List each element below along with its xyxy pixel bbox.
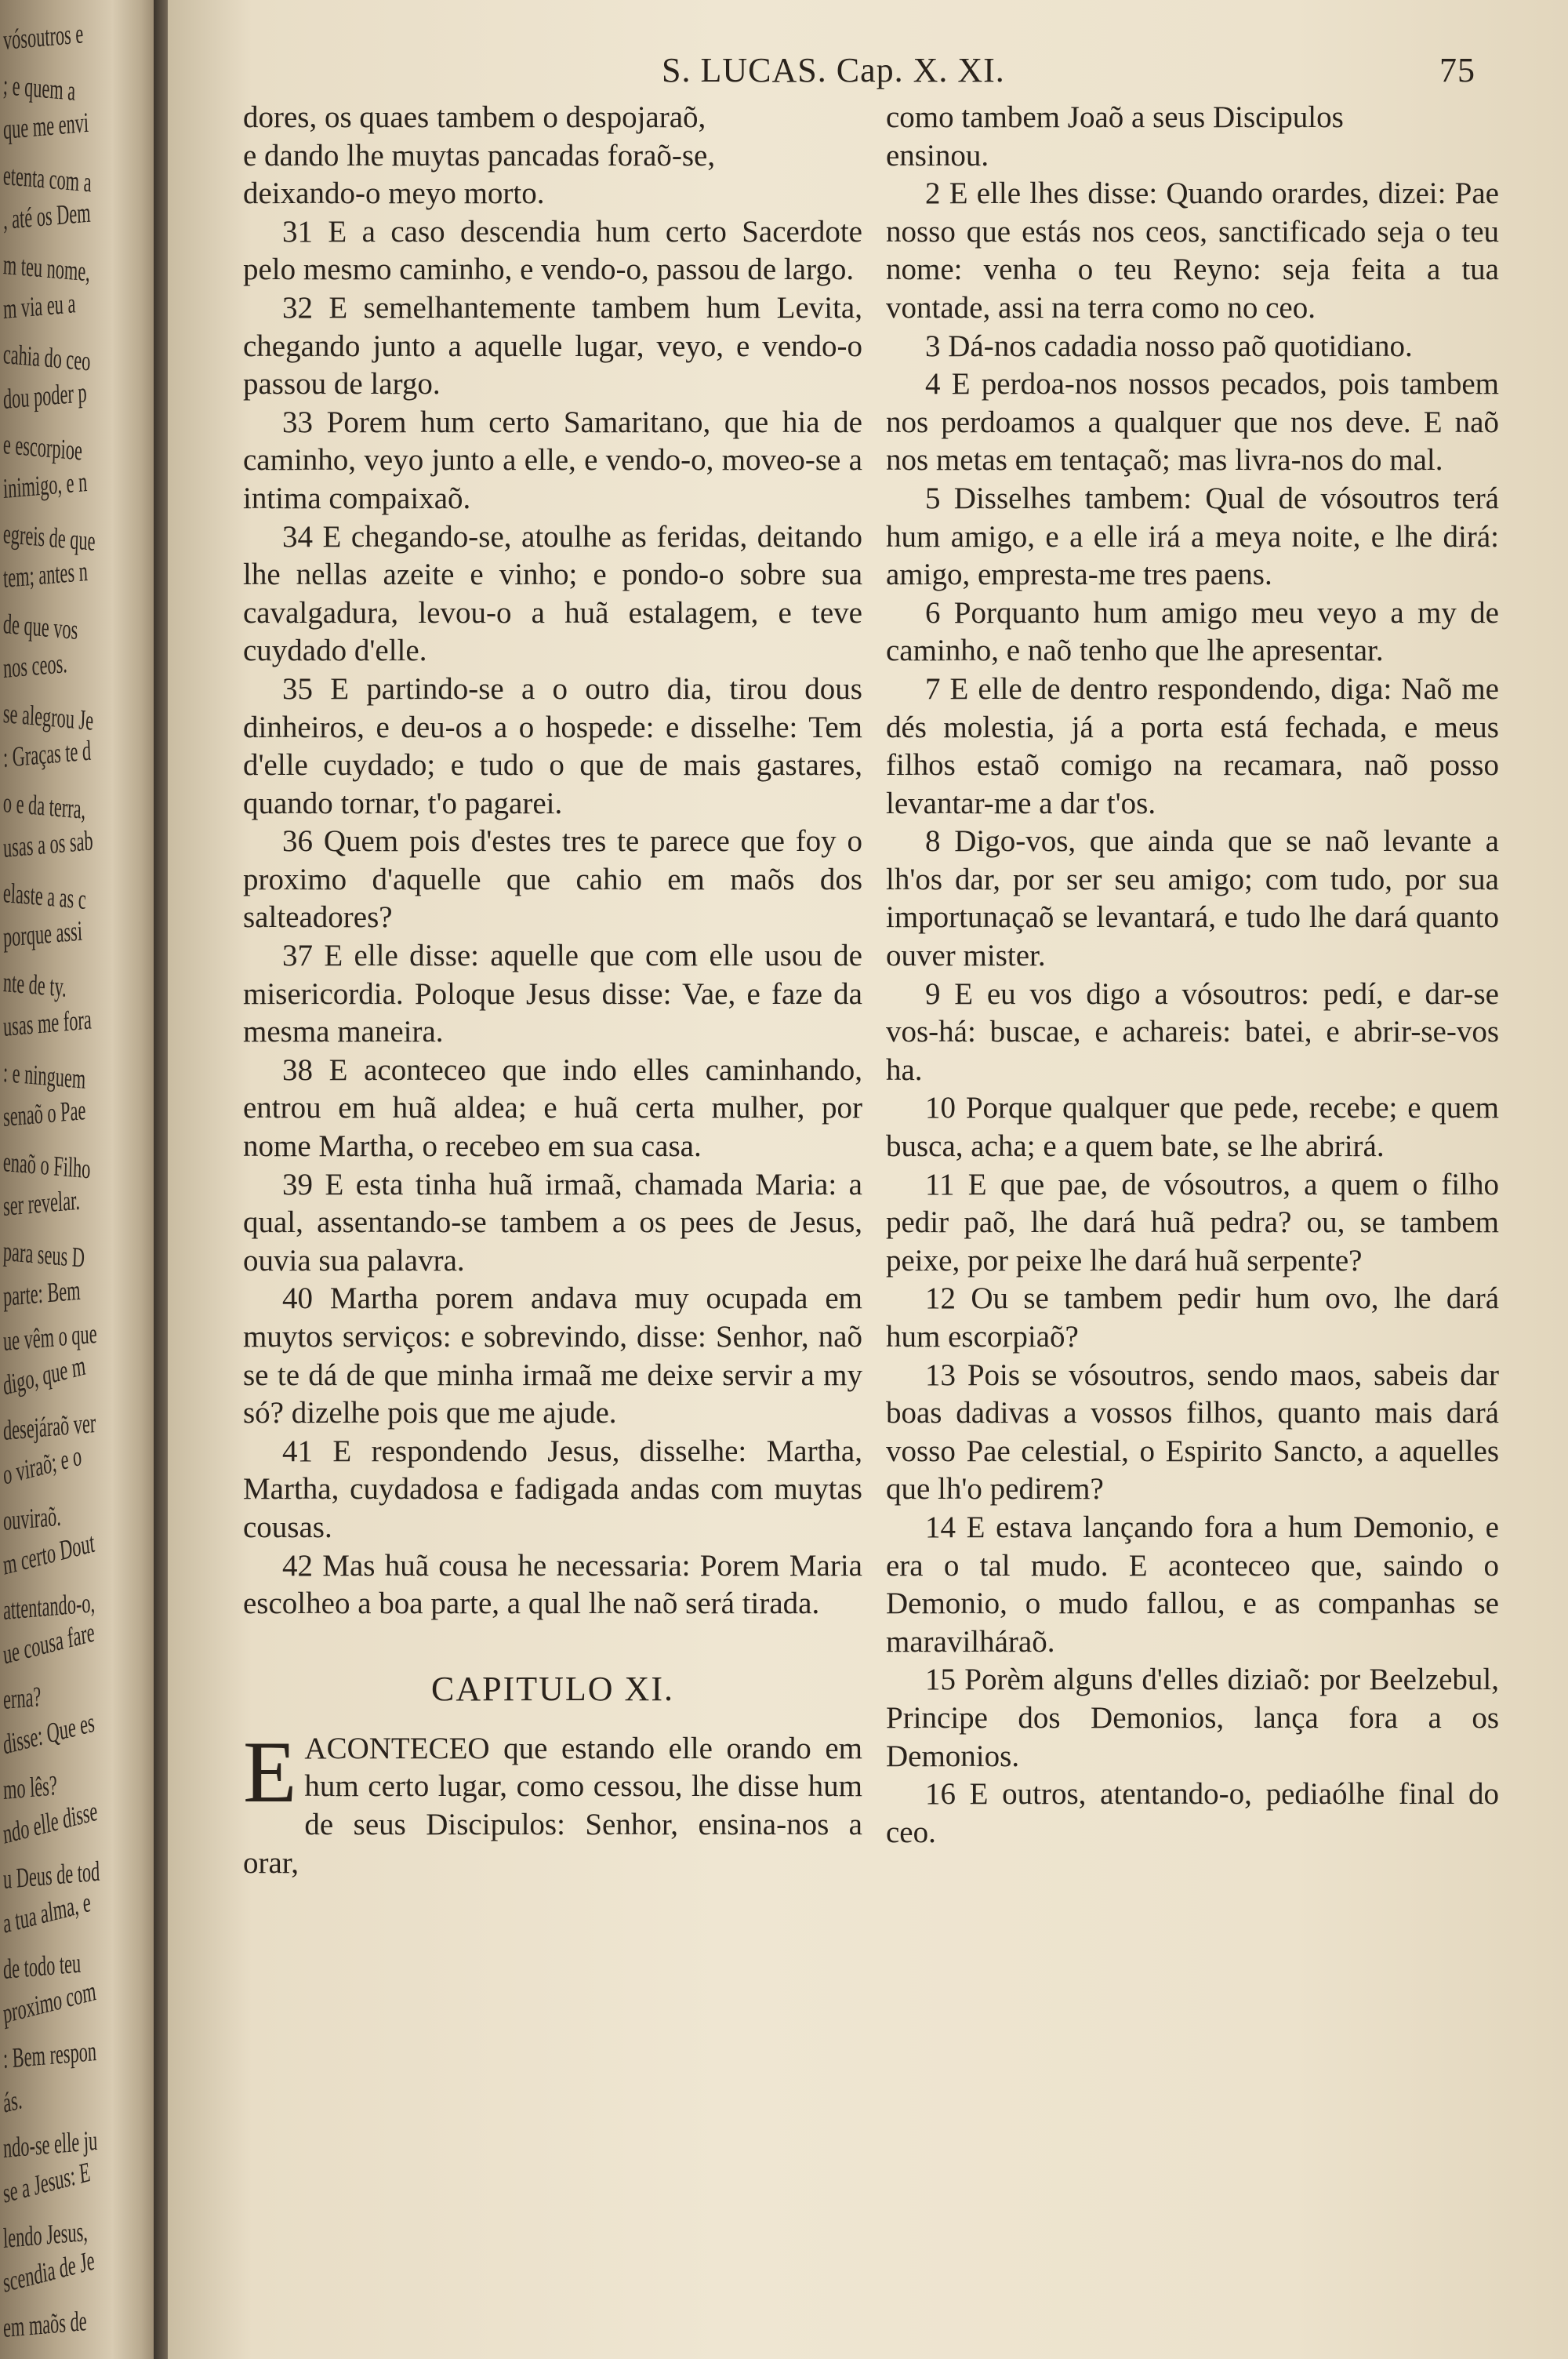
left-page-fragment: inimigo, e n [2,465,88,504]
continued-line: dores, os quaes tambem o despojaraõ, [243,100,706,134]
left-page-fragment: m certo Dout [2,1526,96,1581]
verse-6: 6 Porquanto hum amigo meu veyo a my de caminho, e naõ tenho que lhe apresentar. [886,595,1499,668]
verse-34: 34 E chegando-se, atoulhe as feridas, deitando lhe nellas azeite e vinho; e pondo-o sobre sua cavalgadura, levou-o a huã estalagem, e teve cuydado d'elle. [243,519,862,668]
continued-line: deixando-o meyo morto. [243,176,545,211]
left-page-fragment: o viraõ; e o [2,1440,83,1492]
left-page-fragment: ndo elle disse [2,1794,99,1850]
verse-12: 12 Ou se tambem pedir hum ovo, lhe dará hum escorpiaõ? [886,1281,1499,1354]
left-page-fragment: m teu nome, [2,249,91,288]
verse-4: 4 E perdoa-nos nossos pecados, pois tambem nos perdoamos a qualquer que nos deve. E naõ nos metas em tentaçaõ; mas livra-nos do mal. [886,367,1499,478]
book-page [168,0,1568,2359]
verse-5: 5 Disselhes tambem: Qual de vósoutros terá hum amigo, e a elle irá a meya noite, e lhe dirá: amigo, empresta-me tres paens. [886,481,1499,592]
chapter-heading: CAPITULO XI. [431,1669,674,1708]
left-page-fragment: para seus D [2,1235,85,1274]
left-page-fragment: u Deus de tod [2,1855,100,1896]
continued-line: como tambem Joaõ a seus Discipulos [886,100,1344,134]
left-page-fragment: enaõ o Filho [2,1146,92,1185]
left-page-fragment: ser revelar. [2,1183,81,1223]
left-page-fragment: nos ceos. [2,646,68,684]
left-page-fragment: m via eu a [2,287,76,325]
verse-40: 40 Martha porem andava muy ocupada em muytos serviços: e sobrevindo, disse: Senhor, naõ se te dá de que minha irmaã me deixe servir a my só? dizelhe pois que me ajude. [243,1281,862,1430]
chapter-opening-text: ACONTECEO que estando elle orando em hum certo lugar, como cessou, lhe disse hum de seus Discipulos: Senhor, ensina-nos a orar, [243,1731,862,1880]
left-page-fragment: mo lês? [2,1769,58,1805]
verse-9: 9 E eu vos digo a vósoutros: pedí, e dar-se vos-há: buscae, e achareis: batei, e abrir-se-vos ha. [886,976,1499,1087]
left-page-fragment: , até os Dem [2,196,92,235]
left-page-fragment: ás. [2,2083,24,2119]
left-page-fragment: ndo-se elle ju [2,2125,98,2165]
left-page-fragment: de todo teu [2,1946,82,1985]
left-page-fragment: a tua alma, e [2,1886,93,1940]
left-page-fragment: senaõ o Pae [2,1093,86,1132]
left-page-fragment: porque assi [2,914,83,953]
left-text-column [243,99,862,1882]
left-page-fragment: proximo com [2,1974,98,2030]
left-page-fragment: que me envi [2,107,89,146]
verse-38: 38 E aconteceo que indo elles caminhando, entrou em huã aldea; e huã certa mulher, por nome Martha, o recebeo em sua casa. [243,1052,862,1164]
verse-41: 41 E respondendo Jesus, disselhe: Martha, Martha, cuydadosa e fadigada andas com muytas cousas. [243,1434,862,1544]
page-number: 75 [1439,51,1475,89]
verse-3: 3 Dá-nos cadadia nosso paõ quotidiano. [925,329,1413,363]
left-page-fragment: egreis de que [2,518,96,558]
verse-36: 36 Quem pois d'estes tres te parece que foy o proximo d'aquelle que cahio em maõs dos salteadores? [243,824,862,935]
left-page-fragment: ; e quem a [2,69,76,107]
verse-2: 2 E elle lhes disse: Quando orardes, dizei: Pae nosso que estás nos ceos, sanctificado seja o teu nome: venha o teu Reyno: seja feita a tua vontade, assi na terra como no ceo. [886,176,1499,325]
left-page-fragment: o e da terra, [2,787,86,826]
left-page-fragment: disse: Que es [2,1706,96,1761]
left-page-fragment: se alegrou Je [2,697,94,736]
left-page-fragment: vósoutros e [2,17,84,56]
left-page-fragment: cahia do ceo [2,338,92,377]
left-page-fragment: desejáraõ ver [2,1407,96,1447]
left-page-fragment: elaste a as c [2,876,87,915]
continued-line: e dando lhe muytas pancadas foraõ-se, [243,138,716,173]
verse-31: 31 E a caso descendia hum certo Sacerdote pelo mesmo caminho, e vendo-o, passou de largo. [243,214,862,287]
verse-7: 7 E elle de dentro respondendo, diga: Naõ me dés molestia, já a porta está fechada, e meus filhos estaõ comigo na recamara, naõ posso levantar-me a dar t'os. [886,671,1499,820]
left-page-fragment: usas me fora [2,1003,93,1043]
verse-10: 10 Porque qualquer que pede, recebe; e quem busca, acha; e a quem bate, se lhe abrirá. [886,1091,1499,1164]
continued-line: ensinou. [886,138,989,173]
left-page-fragment: erna? [2,1681,42,1716]
left-page-edge [0,0,161,2359]
verse-37: 37 E elle disse: aquelle que com elle usou de misericordia. Poloque Jesus disse: Vae, e faze da mesma maneira. [243,939,862,1049]
left-page-fragment: usas a os sab [2,823,94,863]
left-page-fragment: etenta com a [2,158,93,198]
verse-11: 11 E que pae, de vósoutros, a quem o filho pedir paõ, lhe dará huã pedra? ou, se tambem peixe, por peixe lhe dará huã serpente? [886,1167,1499,1278]
left-page-fragment: attentando-o, [2,1587,96,1626]
left-page-fragment: nte de ty. [2,966,67,1003]
left-page-fragment: ue vêm o que [2,1317,98,1357]
left-page-fragment: scendia de Je [2,2244,96,2299]
verse-42: 42 Mas huã cousa he necessaria: Porem Maria escolheo a boa parte, a qual lhe naõ será tirada. [243,1548,862,1621]
left-page-fragment: ouviraõ. [2,1499,62,1536]
verse-13: 13 Pois se vósoutros, sendo maos, sabeis dar boas dadivas a vossos filhos, quanto mais dará vosso Pae celestial, o Espirito Sancto, a aquelles que lh'o pedirem? [886,1358,1499,1507]
verse-8: 8 Digo-vos, que ainda que se naõ levante a lh'os dar, por ser seu amigo; com tudo, por sua importunaçaõ se levantará, e tudo lhe dará quanto ouver mister. [886,824,1499,973]
left-page-fragment: tem; antes n [2,555,89,594]
left-page-fragment: em maõs de [2,2305,88,2344]
left-page-fragment: se a Jesus: E [2,2155,92,2209]
verse-39: 39 E esta tinha huã irmaã, chamada Maria: a qual, assentando-se tambem a os pees de Jesus, ouvia sua palavra. [243,1167,862,1278]
verse-35: 35 E partindo-se a o outro dia, tirou dous dinheiros, e deu-os a o hospede: e disselhe: Tem d'elle cuydado; e tudo o que de mais gastares, quando tornar, t'o pagarei. [243,671,862,820]
verse-16: 16 E outros, atentando-o, pediaólhe final do ceo. [886,1777,1499,1849]
left-page-fragment: : Graças te d [2,734,92,774]
left-page-fragment: parte: Bem [2,1274,82,1312]
left-page-fragment: : e ninguem [2,1056,86,1095]
verse-15: 15 Porèm alguns d'elles diziaõ: por Beelzebul, Principe dos Demonios, lança fora a os Demonios. [886,1663,1499,1773]
left-page-fragment: ue cousa fare [2,1616,96,1670]
left-page-fragment: dou poder p [2,376,88,415]
chapter-opening-paragraph [243,1723,862,1882]
header-title: S. LUCAS. Cap. X. XI. [662,51,1005,89]
running-header [168,50,1568,97]
left-page-fragment: e escorpioe [2,427,83,467]
drop-cap: E [243,1723,297,1821]
left-page-fragment: digo, que m [2,1349,87,1401]
left-page-fragment: lendo Jesus, [2,2215,89,2254]
left-page-fragment: : Bem respon [2,2034,97,2074]
right-text-column [886,99,1499,1852]
verse-14: 14 E estava lançando fora a hum Demonio, e era o tal mudo. E aconteceo que, saindo o Demonio, o mudo fallou, e as companhas se maravilháraõ. [886,1510,1499,1659]
verse-33: 33 Porem hum certo Samaritano, que hia de caminho, veyo junto a elle, e vendo-o, moveo-se a intima compaixaõ. [243,405,862,515]
verse-32: 32 E semelhantemente tambem hum Levita, chegando junto a aquelle lugar, veyo, e vendo-o passou de largo. [243,290,862,402]
left-page-fragment: de que vos [2,607,78,645]
